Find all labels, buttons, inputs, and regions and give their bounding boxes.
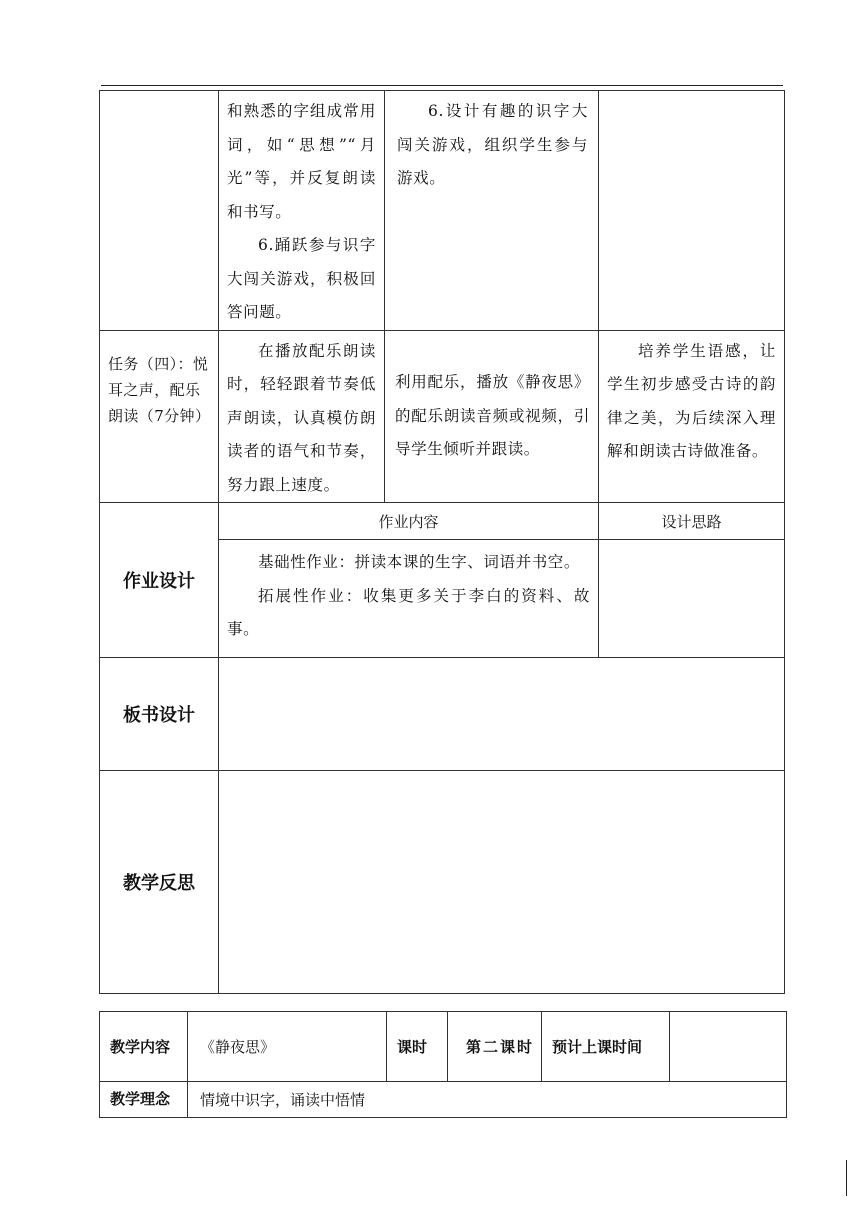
teaching-content-label: 教学内容 [100, 1012, 188, 1082]
homework-item: 基础性作业：拼读本课的生字、词语并书空。 [258, 553, 581, 571]
task-label: 任务（四）：悦耳之声，配乐朗读（7分钟） [108, 354, 211, 425]
table-row [100, 330, 785, 503]
homework-idea-cell [599, 540, 785, 658]
homework-content-header: 作业内容 [219, 503, 599, 540]
class-period-label: 课时 [387, 1012, 448, 1082]
student-activity-text: 在播放配乐朗读时，轻轻跟着节奏低声朗读，认真模仿朗读者的语气和节奏，努力跟上速度。 [227, 341, 376, 494]
homework-title: 作业设计 [100, 503, 219, 658]
teaching-concept-value: 情境中识字，诵读中悟情 [188, 1082, 787, 1118]
table-row [100, 771, 785, 994]
teaching-content-value: 《静夜思》 [188, 1012, 387, 1082]
lesson-info-table [99, 1011, 787, 1118]
lesson-procedure-table [99, 90, 785, 994]
reflection-cell [219, 771, 785, 994]
design-intent-cell [599, 91, 785, 331]
planned-time-label: 预计上课时间 [542, 1012, 670, 1082]
table-row [100, 91, 785, 331]
design-intent-cell [599, 330, 785, 503]
student-activity-cell [219, 330, 385, 503]
homework-content-cell [219, 540, 599, 658]
teacher-activity-cell [385, 91, 599, 331]
table-row [100, 658, 785, 771]
task-cell [100, 330, 219, 503]
board-design-cell [219, 658, 785, 771]
class-period-value: 第二课时 [448, 1012, 542, 1082]
reflection-title: 教学反思 [100, 771, 219, 994]
margin-bar [846, 1160, 847, 1196]
student-activity-text: 6.踊跃参与识字大闯关游戏，积极回答问题。 [227, 236, 376, 321]
table-row [100, 1082, 787, 1118]
teacher-activity-text: 6.设计有趣的识字大闯关游戏，组织学生参与游戏。 [397, 102, 588, 187]
board-design-title: 板书设计 [100, 658, 219, 771]
homework-idea-header: 设计思路 [599, 503, 785, 540]
student-activity-text: 和熟悉的字组成常用词，如“思想”“月光”等，并反复朗读和书写。 [227, 102, 376, 221]
table-row [100, 503, 785, 540]
planned-time-value [670, 1012, 787, 1082]
homework-item: 拓展性作业：收集更多关于李白的资料、故事。 [227, 586, 590, 638]
teacher-activity-cell [385, 330, 599, 503]
task-cell [100, 91, 219, 331]
teaching-concept-label: 教学理念 [100, 1082, 188, 1118]
header-rule [101, 85, 783, 86]
teacher-activity-text: 利用配乐，播放《静夜思》的配乐朗读音频或视频，引导学生倾听并跟读。 [395, 373, 590, 458]
table-row [100, 1012, 787, 1082]
design-intent-text: 培养学生语感，让学生初步感受古诗的韵律之美，为后续深入理解和朗读古诗做准备。 [607, 341, 776, 460]
student-activity-cell [219, 91, 385, 331]
